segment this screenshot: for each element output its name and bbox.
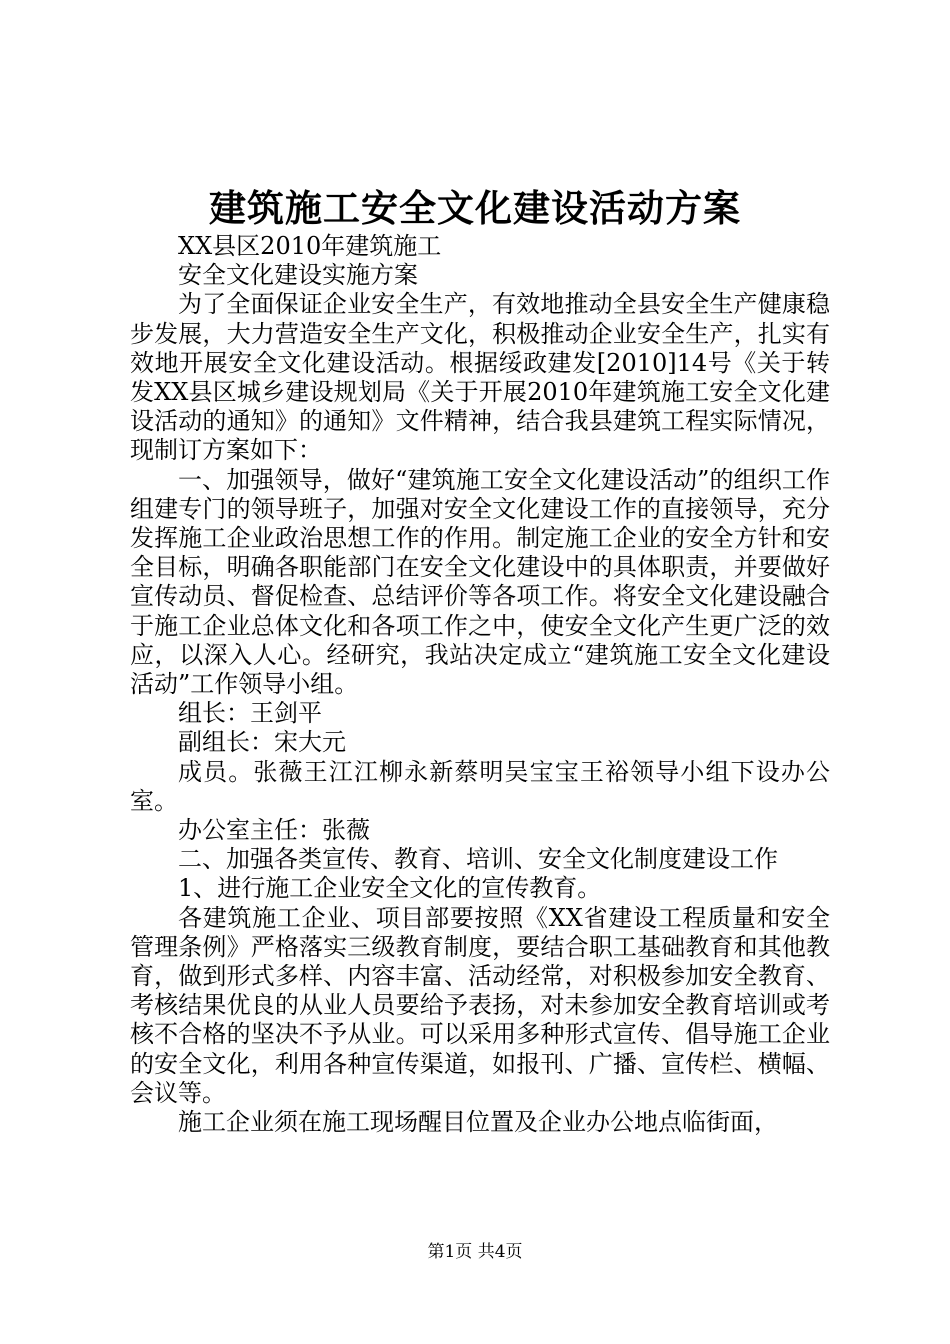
paragraph-section-2: 二、加强各类宣传、教育、培训、安全文化制度建设工作: [178, 845, 778, 874]
paragraph-site-display: 施工企业须在施工现场醒目位置及企业办公地点临街面，: [178, 1108, 778, 1137]
document-title: 建筑施工安全文化建设活动方案: [209, 186, 741, 230]
paragraph-office-director: 办公室主任：张薇: [178, 816, 370, 845]
paragraph-members: 成员。张薇王江江柳永新蔡明吴宝宝王裕领导小组下设办公室。: [130, 757, 830, 815]
paragraph-section-1: 一、加强领导，做好“建筑施工安全文化建设活动”的组织工作组建专门的领导班子，加强对安全文化建设工作的直接领导，充分发挥施工企业政治思想工作的作用。制定施工企业的安全方针和安全目标，明确各职能部门在安全文化建设中的具体职责，并要做好宣传动员、督促检查、总结评价等各项工作。将安全文化建设融合于施工企业总体文化和各项工作之中，使安全文化产生更广泛的效应，以深入人心。经研究，我站决定成立“建筑施工安全文化建设活动”工作领导小组。: [130, 465, 830, 699]
paragraph-heading-line-1: XX县区2010年建筑施工: [178, 232, 442, 260]
page-footer: 第1页 共4页: [427, 1242, 523, 1262]
paragraph-intro: 为了全面保证企业安全生产，有效地推动全县安全生产健康稳步发展，大力营造安全生产文化，积极推动企业安全生产，扎实有效地开展安全文化建设活动。根据绥政建发[2010]14号《关于转发XX县区城乡建设规划局《关于开展2010年建筑施工安全文化建设活动的通知》的通知》文件精神，结合我县建筑工程实际情况，现制订方案如下：: [130, 290, 830, 465]
paragraph-heading-line-2: 安全文化建设实施方案: [178, 261, 418, 290]
paragraph-education: 各建筑施工企业、项目部要按照《XX省建设工程质量和安全管理条例》严格落实三级教育制度，要结合职工基础教育和其他教育，做到形式多样、内容丰富、活动经常，对积极参加安全教育、考核结果优良的从业人员要给予表扬，对未参加安全教育培训或考核不合格的坚决不予从业。可以采用多种形式宣传、倡导施工企业的安全文化，利用各种宣传渠道，如报刊、广播、宣传栏、横幅、会议等。: [130, 903, 830, 1107]
paragraph-item-1: 1、进行施工企业安全文化的宣传教育。: [178, 874, 602, 903]
paragraph-leader: 组长：王剑平: [178, 699, 322, 728]
document-body: [130, 232, 830, 1137]
paragraph-deputy-leader: 副组长：宋大元: [178, 728, 346, 757]
